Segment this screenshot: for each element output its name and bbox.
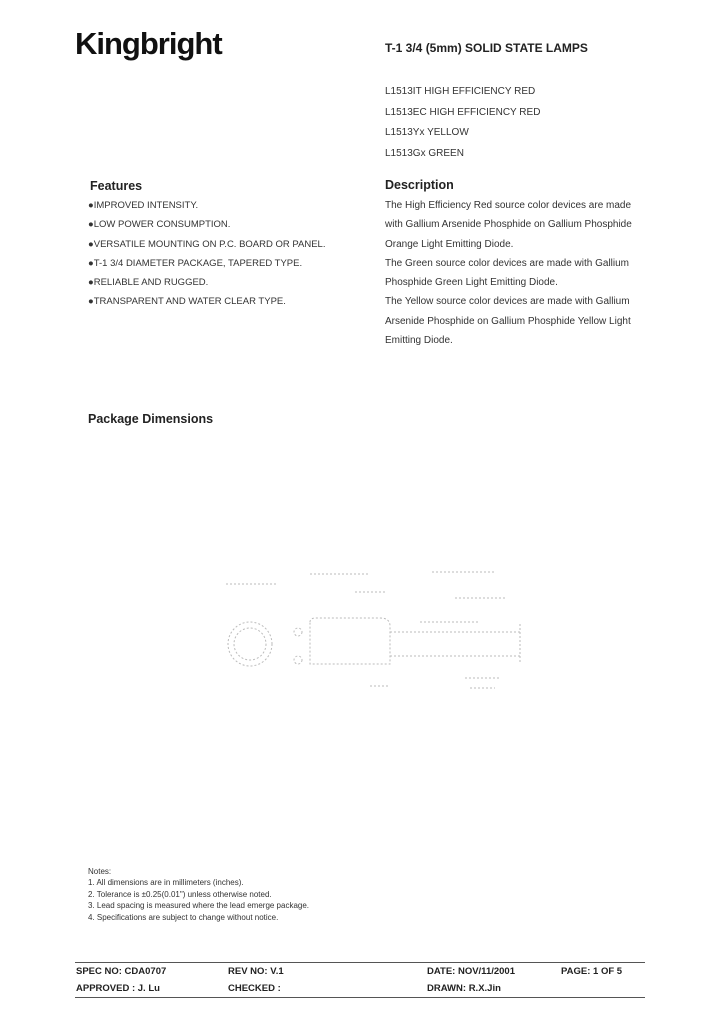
description-line: The Green source color devices are made with Gallium [385, 257, 629, 269]
description-text [385, 200, 645, 354]
feature-item: ●T-1 3/4 DIAMETER PACKAGE, TAPERED TYPE. [88, 257, 303, 269]
note-item: 3. Lead spacing is measured where the lead emerge package. [88, 901, 310, 911]
feature-item: ●TRANSPARENT AND WATER CLEAR TYPE. [88, 296, 286, 308]
feature-item: ●IMPROVED INTENSITY. [88, 200, 199, 211]
footer-bottom-divider [75, 997, 645, 998]
document-date: DATE: NOV/11/2001 [427, 966, 516, 977]
model-item: L1513Gx GREEN [385, 147, 464, 159]
description-heading: Description [385, 178, 454, 192]
notes-section [88, 867, 309, 924]
drawn-by: DRAWN: R.X.Jin [427, 983, 501, 994]
page-title: T-1 3/4 (5mm) SOLID STATE LAMPS [385, 41, 588, 55]
page-number: PAGE: 1 OF 5 [561, 966, 623, 977]
description-line: The High Efficiency Red source color devices are made [385, 200, 632, 211]
features-list [88, 200, 325, 316]
description-line: with Gallium Arsenide Phosphide on Gallium Phosphide [385, 219, 632, 231]
note-item: 2. Tolerance is ±0.25(0.01") unless otherwise noted. [88, 889, 272, 899]
model-list [385, 86, 540, 168]
led-top-view [228, 622, 272, 666]
features-heading: Features [90, 179, 143, 193]
feature-item: ●RELIABLE AND RUGGED. [88, 277, 209, 289]
model-item: L1513IT HIGH EFFICIENCY RED [385, 86, 536, 97]
package-dimensions-drawing [220, 560, 550, 700]
feature-item: ●LOW POWER CONSUMPTION. [88, 219, 231, 231]
notes-heading: Notes: [88, 867, 112, 876]
description-line: Phosphide Green Light Emitting Diode. [385, 277, 558, 289]
footer-divider [75, 962, 645, 963]
description-line: Emitting Diode. [385, 335, 453, 347]
company-logo: Kingbright [75, 26, 222, 61]
package-dimensions-heading: Package Dimensions [88, 412, 214, 426]
checked-by: CHECKED : [228, 983, 281, 994]
description-line: Orange Light Emitting Diode. [385, 238, 514, 250]
description-line: The Yellow source color devices are made with Gallium [385, 296, 630, 308]
description-line: Arsenide Phosphide on Gallium Phosphide Yellow Light [385, 315, 631, 327]
revision-number: REV NO: V.1 [228, 966, 284, 977]
led-top-view-inner [234, 628, 266, 660]
led-side-view [310, 618, 390, 664]
feature-item: ●VERSATILE MOUNTING ON P.C. BOARD OR PANEL. [88, 238, 326, 250]
approved-by: APPROVED : J. Lu [76, 983, 160, 994]
note-item: 1. All dimensions are in millimeters (inches). [88, 878, 244, 888]
note-item: 4. Specifications are subject to change without notice. [88, 912, 279, 922]
model-item: L1513Yx YELLOW [385, 127, 469, 138]
model-item: L1513EC HIGH EFFICIENCY RED [385, 106, 541, 118]
spec-number: SPEC NO: CDA0707 [76, 966, 167, 977]
